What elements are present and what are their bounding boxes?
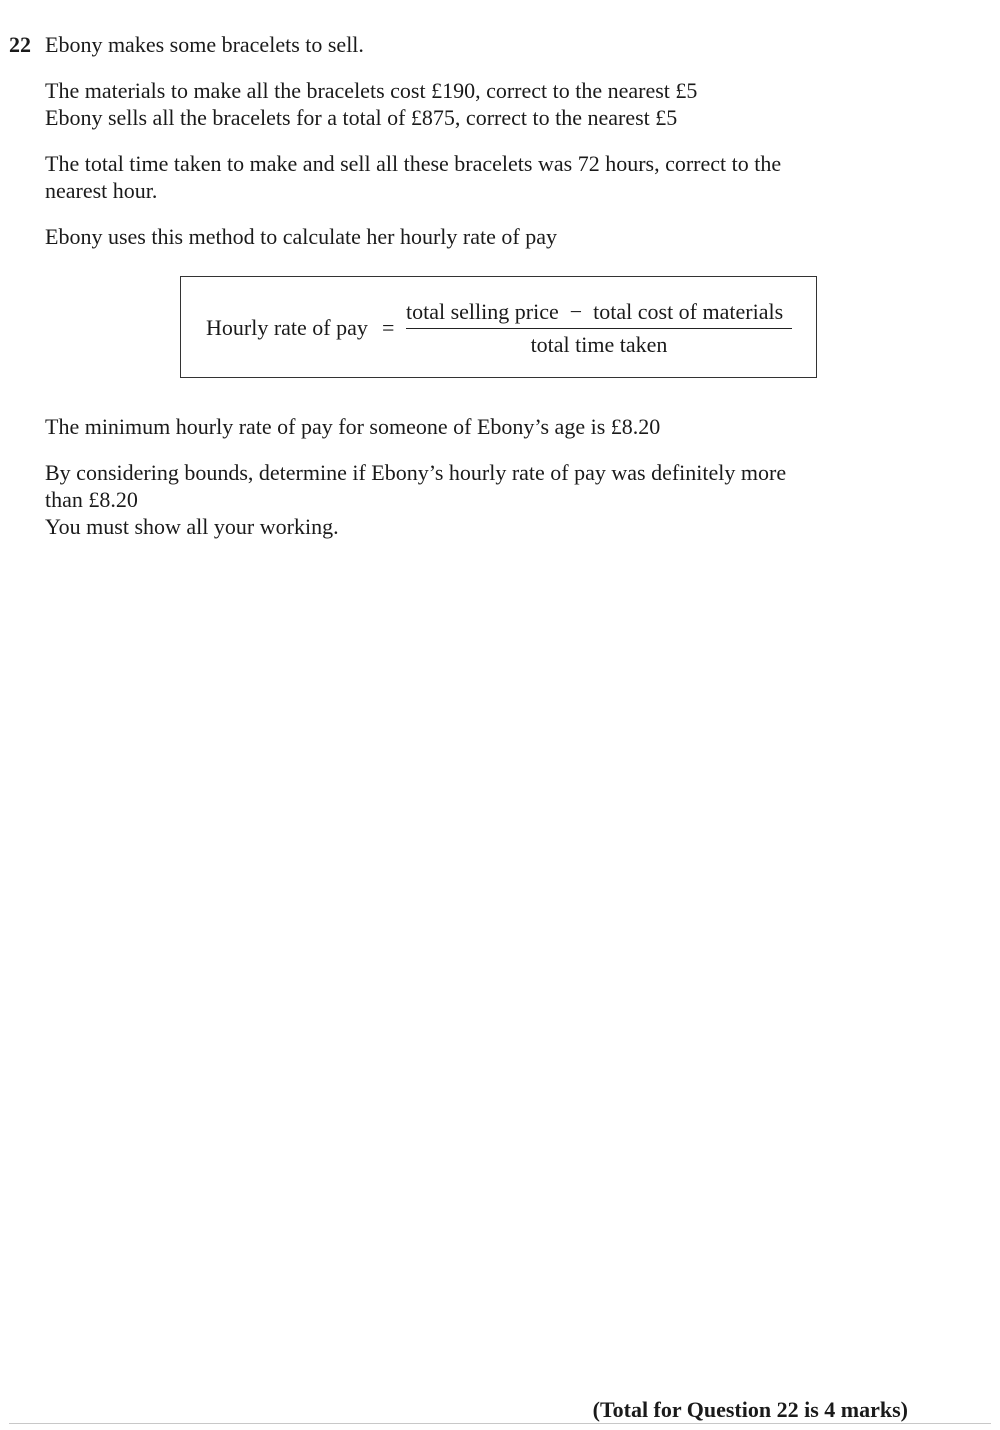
answer-working-area[interactable] [45, 560, 945, 1380]
minimum-rate-text: The minimum hourly rate of pay for someone of Ebony’s age is £8.20 [45, 414, 661, 439]
sales-total-text: Ebony sells all the bracelets for a total of £875, correct to the nearest £5 [45, 105, 678, 130]
formula-fraction-bar [406, 328, 792, 329]
time-taken-text-line-2: nearest hour. [45, 178, 158, 203]
formula-box [180, 276, 817, 378]
bounds-instruction-line-2: than £8.20 [45, 487, 138, 512]
total-marks-label: (Total for Question 22 is 4 marks) [592, 1397, 908, 1422]
formula-equals-sign: = [382, 315, 395, 340]
bounds-instruction-line-1: By considering bounds, determine if Ebony’s hourly rate of pay was definitely more [45, 460, 787, 485]
question-number: 22 [9, 32, 31, 57]
footer-divider [9, 1423, 991, 1424]
show-working-instruction: You must show all your working. [45, 514, 339, 539]
materials-cost-text: The materials to make all the bracelets cost £190, correct to the nearest £5 [45, 78, 698, 103]
question-intro: Ebony makes some bracelets to sell. [45, 32, 364, 57]
formula-denominator: total time taken [530, 332, 668, 357]
formula-lhs: Hourly rate of pay [206, 315, 368, 340]
time-taken-text-line-1: The total time taken to make and sell all these bracelets was 72 hours, correct to the [45, 151, 782, 176]
method-text: Ebony uses this method to calculate her hourly rate of pay [45, 224, 557, 249]
formula-numerator: total selling price − total cost of materials [406, 299, 784, 324]
